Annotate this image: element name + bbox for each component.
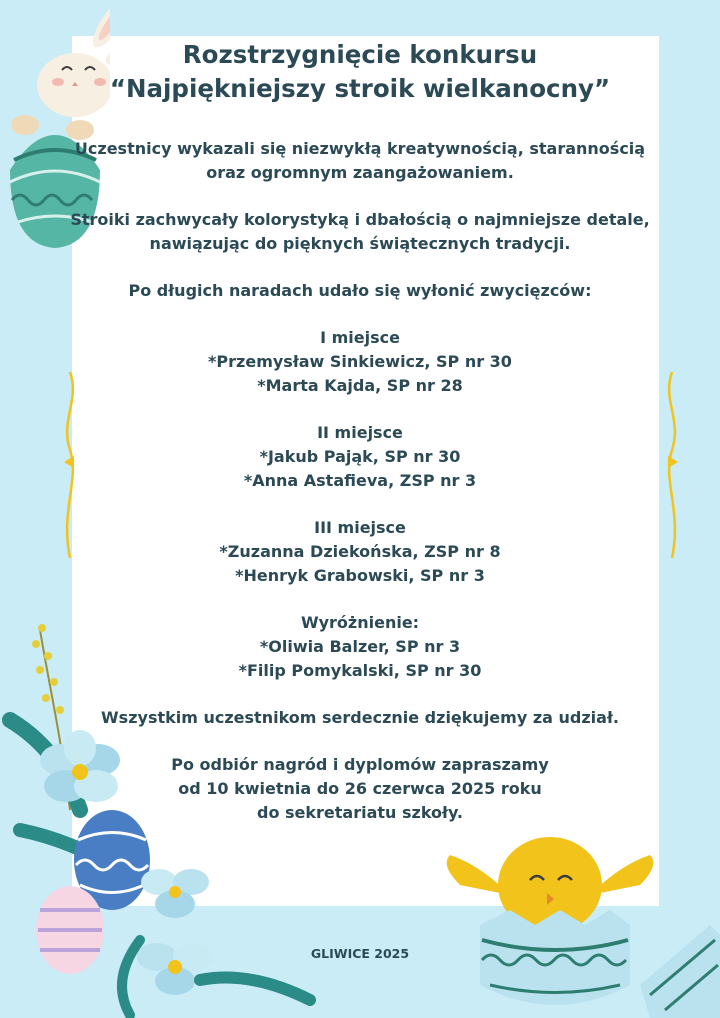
title-line-2: “Najpiękniejszy stroik wielkanocny” [109, 74, 611, 103]
winner-entry: *Filip Pomykalski, SP nr 30 [238, 661, 482, 680]
winner-entry: *Henryk Grabowski, SP nr 3 [235, 566, 485, 585]
page-title [0, 38, 720, 106]
pickup-line: do sekretariatu szkoły. [256, 803, 463, 822]
pickup-line: Po odbiór nagród i dyplomów zapraszamy [171, 755, 549, 774]
place-heading: II miejsce [317, 423, 403, 442]
footer-city-year: GLIWICE 2025 [310, 946, 410, 961]
place-heading: I miejsce [320, 328, 400, 347]
intro-line: Uczestnicy wykazali się niezwykłą kreatywnością, starannością [74, 139, 646, 158]
pickup-line: od 10 kwietnia do 26 czerwca 2025 roku [178, 779, 542, 798]
intro-line: nawiązując do pięknych świątecznych tradycji. [149, 234, 571, 253]
winner-entry: *Jakub Pająk, SP nr 30 [259, 447, 461, 466]
place-heading: III miejsce [314, 518, 406, 537]
announcement-body [0, 137, 720, 825]
thanks-line: Wszystkim uczestnikom serdecznie dziękujemy za udział. [101, 708, 619, 727]
winner-entry: *Oliwia Balzer, SP nr 3 [259, 637, 461, 656]
chick-egg-illustration [440, 825, 720, 1018]
intro-line: oraz ogromnym zaangażowaniem. [206, 163, 514, 182]
title-line-1: Rozstrzygnięcie konkursu [182, 40, 538, 69]
intro-line: Stroiki zachwycały kolorystyką i dbałością o najmniejsze detale, [70, 210, 650, 229]
winner-entry: *Zuzanna Dziekońska, ZSP nr 8 [219, 542, 501, 561]
winner-entry: *Przemysław Sinkiewicz, SP nr 30 [208, 352, 512, 371]
winner-entry: *Anna Astafieva, ZSP nr 3 [243, 471, 477, 490]
place-heading: Wyróżnienie: [300, 613, 420, 632]
intro-line: Po długich naradach udało się wyłonić zwycięzców: [128, 281, 592, 300]
winner-entry: *Marta Kajda, SP nr 28 [257, 376, 463, 395]
